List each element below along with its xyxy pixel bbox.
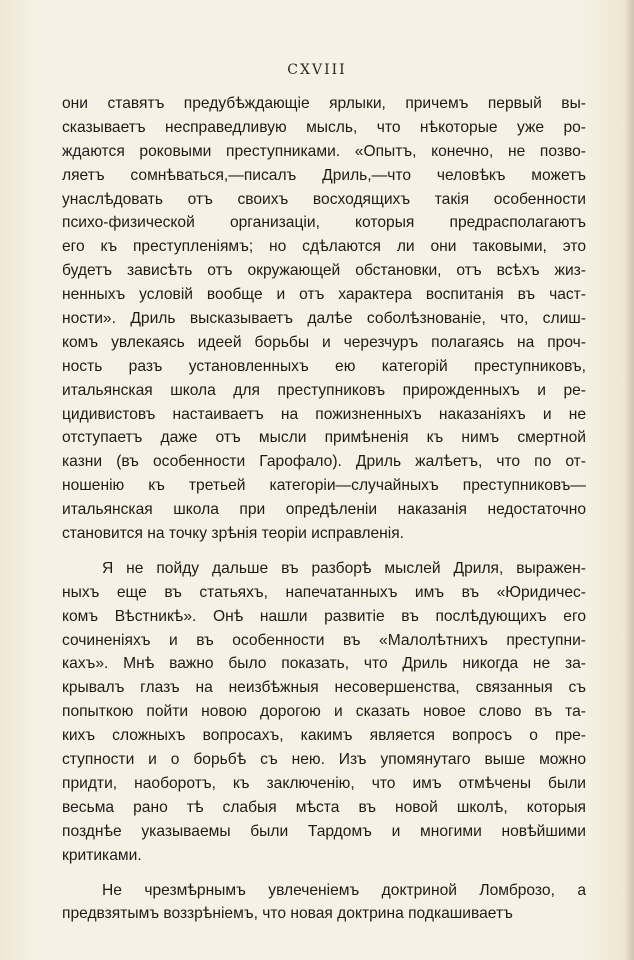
paragraph-gap — [62, 868, 586, 879]
text-line: итальянская школа для преступниковъ прирожденныхъ и ре- — [62, 381, 586, 399]
paragraph — [62, 557, 586, 868]
text-line: итальянская школа при опредѣленіи наказанія недостаточно — [62, 501, 586, 519]
text-line: ступности и о борьбѣ съ нею. Изъ упомянутаго выше можно — [62, 751, 586, 769]
paragraph-gap — [62, 546, 586, 557]
paragraph — [62, 879, 586, 927]
text-line: критиками. — [62, 846, 142, 864]
text-line: весьма рано тѣ слабыя мѣста въ новой школѣ, которыя — [62, 798, 586, 816]
text-line: ждаются роковыми преступниками. «Опытъ, конечно, не позво- — [62, 142, 586, 160]
text-line: цидивистовъ настаиваетъ на пожизненныхъ наказаніяхъ и не — [62, 405, 586, 423]
text-line: ляетъ сомнѣваться,—писалъ Дриль,—что человѣкъ можетъ — [62, 166, 586, 184]
text-line: крывалъ глазъ на неизбѣжныя несовершенства, связанныя съ — [62, 679, 586, 697]
text-line: кихъ сложныхъ вопросахъ, какимъ является вопросъ о пре- — [62, 727, 586, 745]
text-line: его къ преступленіямъ; но сдѣлаются ли они таковыми, это — [62, 238, 586, 256]
text-line: психо-физической организаціи, которыя предрасполагаютъ — [62, 214, 586, 232]
text-line: ности». Дриль высказываетъ далѣе соболѣзнованіе, что, слиш- — [62, 310, 586, 328]
paragraph — [62, 92, 586, 546]
text-line: ношенію къ третьей категоріи—случайныхъ преступниковъ— — [62, 477, 586, 495]
text-line: позднѣе указываемы были Тардомъ и многими новѣйшими — [62, 822, 586, 840]
text-line: придти, наоборотъ, къ заключенію, что имъ отмѣчены были — [62, 774, 586, 792]
page-number: CXVIII — [287, 62, 347, 78]
text-line: Я не пойду дальше въ разборѣ мыслей Дриля, выражен- — [102, 559, 586, 577]
text-line: унаслѣдовать отъ своихъ восходящихъ такія особенности — [62, 190, 586, 208]
text-line: отступаетъ даже отъ мысли примѣненія къ нимъ смертной — [62, 429, 586, 447]
page-edge-shadow — [624, 0, 634, 960]
text-line: сочиненіяхъ и въ особенности въ «Малолѣтнихъ преступни- — [62, 631, 586, 649]
text-line: ность разъ установленныхъ ею категорій преступниковъ, — [62, 357, 586, 375]
text-line: сказываетъ несправедливую мысль, что нѣкоторые уже ро- — [62, 118, 586, 136]
text-line: ненныхъ условій вообще и отъ характера воспитанія въ част- — [62, 286, 586, 304]
text-line: Не чрезмѣрнымъ увлеченіемъ доктриной Ломброзо, а — [102, 881, 586, 899]
text-line: предвзятымъ воззрѣніемъ, что новая доктрина подкашиваетъ — [62, 905, 513, 923]
text-line: кахъ». Мнѣ важно было показать, что Дриль никогда не за- — [62, 655, 586, 673]
text-line: будетъ зависѣть отъ окружающей обстановки, отъ всѣхъ жиз- — [62, 262, 586, 280]
text-line: комъ увлекаясь идеей борьбы и черезчуръ полагаясь на проч- — [62, 333, 586, 351]
text-line: становится на точку зрѣнія теоріи исправленія. — [62, 525, 404, 543]
text-line: они ставятъ предубѣждающіе ярлыки, причемъ первый вы- — [62, 95, 586, 112]
text-line: попыткою пойти новою дорогою и сказать новое слово въ та- — [62, 703, 586, 721]
body-text — [62, 92, 586, 926]
text-line: ныхъ еще въ статьяхъ, напечатанныхъ имъ въ «Юридичес- — [62, 583, 586, 601]
text-line: комъ Вѣстникѣ». Онѣ нашли развитіе въ послѣдующихъ его — [62, 607, 586, 625]
text-line: казни (въ особенности Гарофало). Дриль жалѣетъ, что по от- — [62, 453, 586, 471]
